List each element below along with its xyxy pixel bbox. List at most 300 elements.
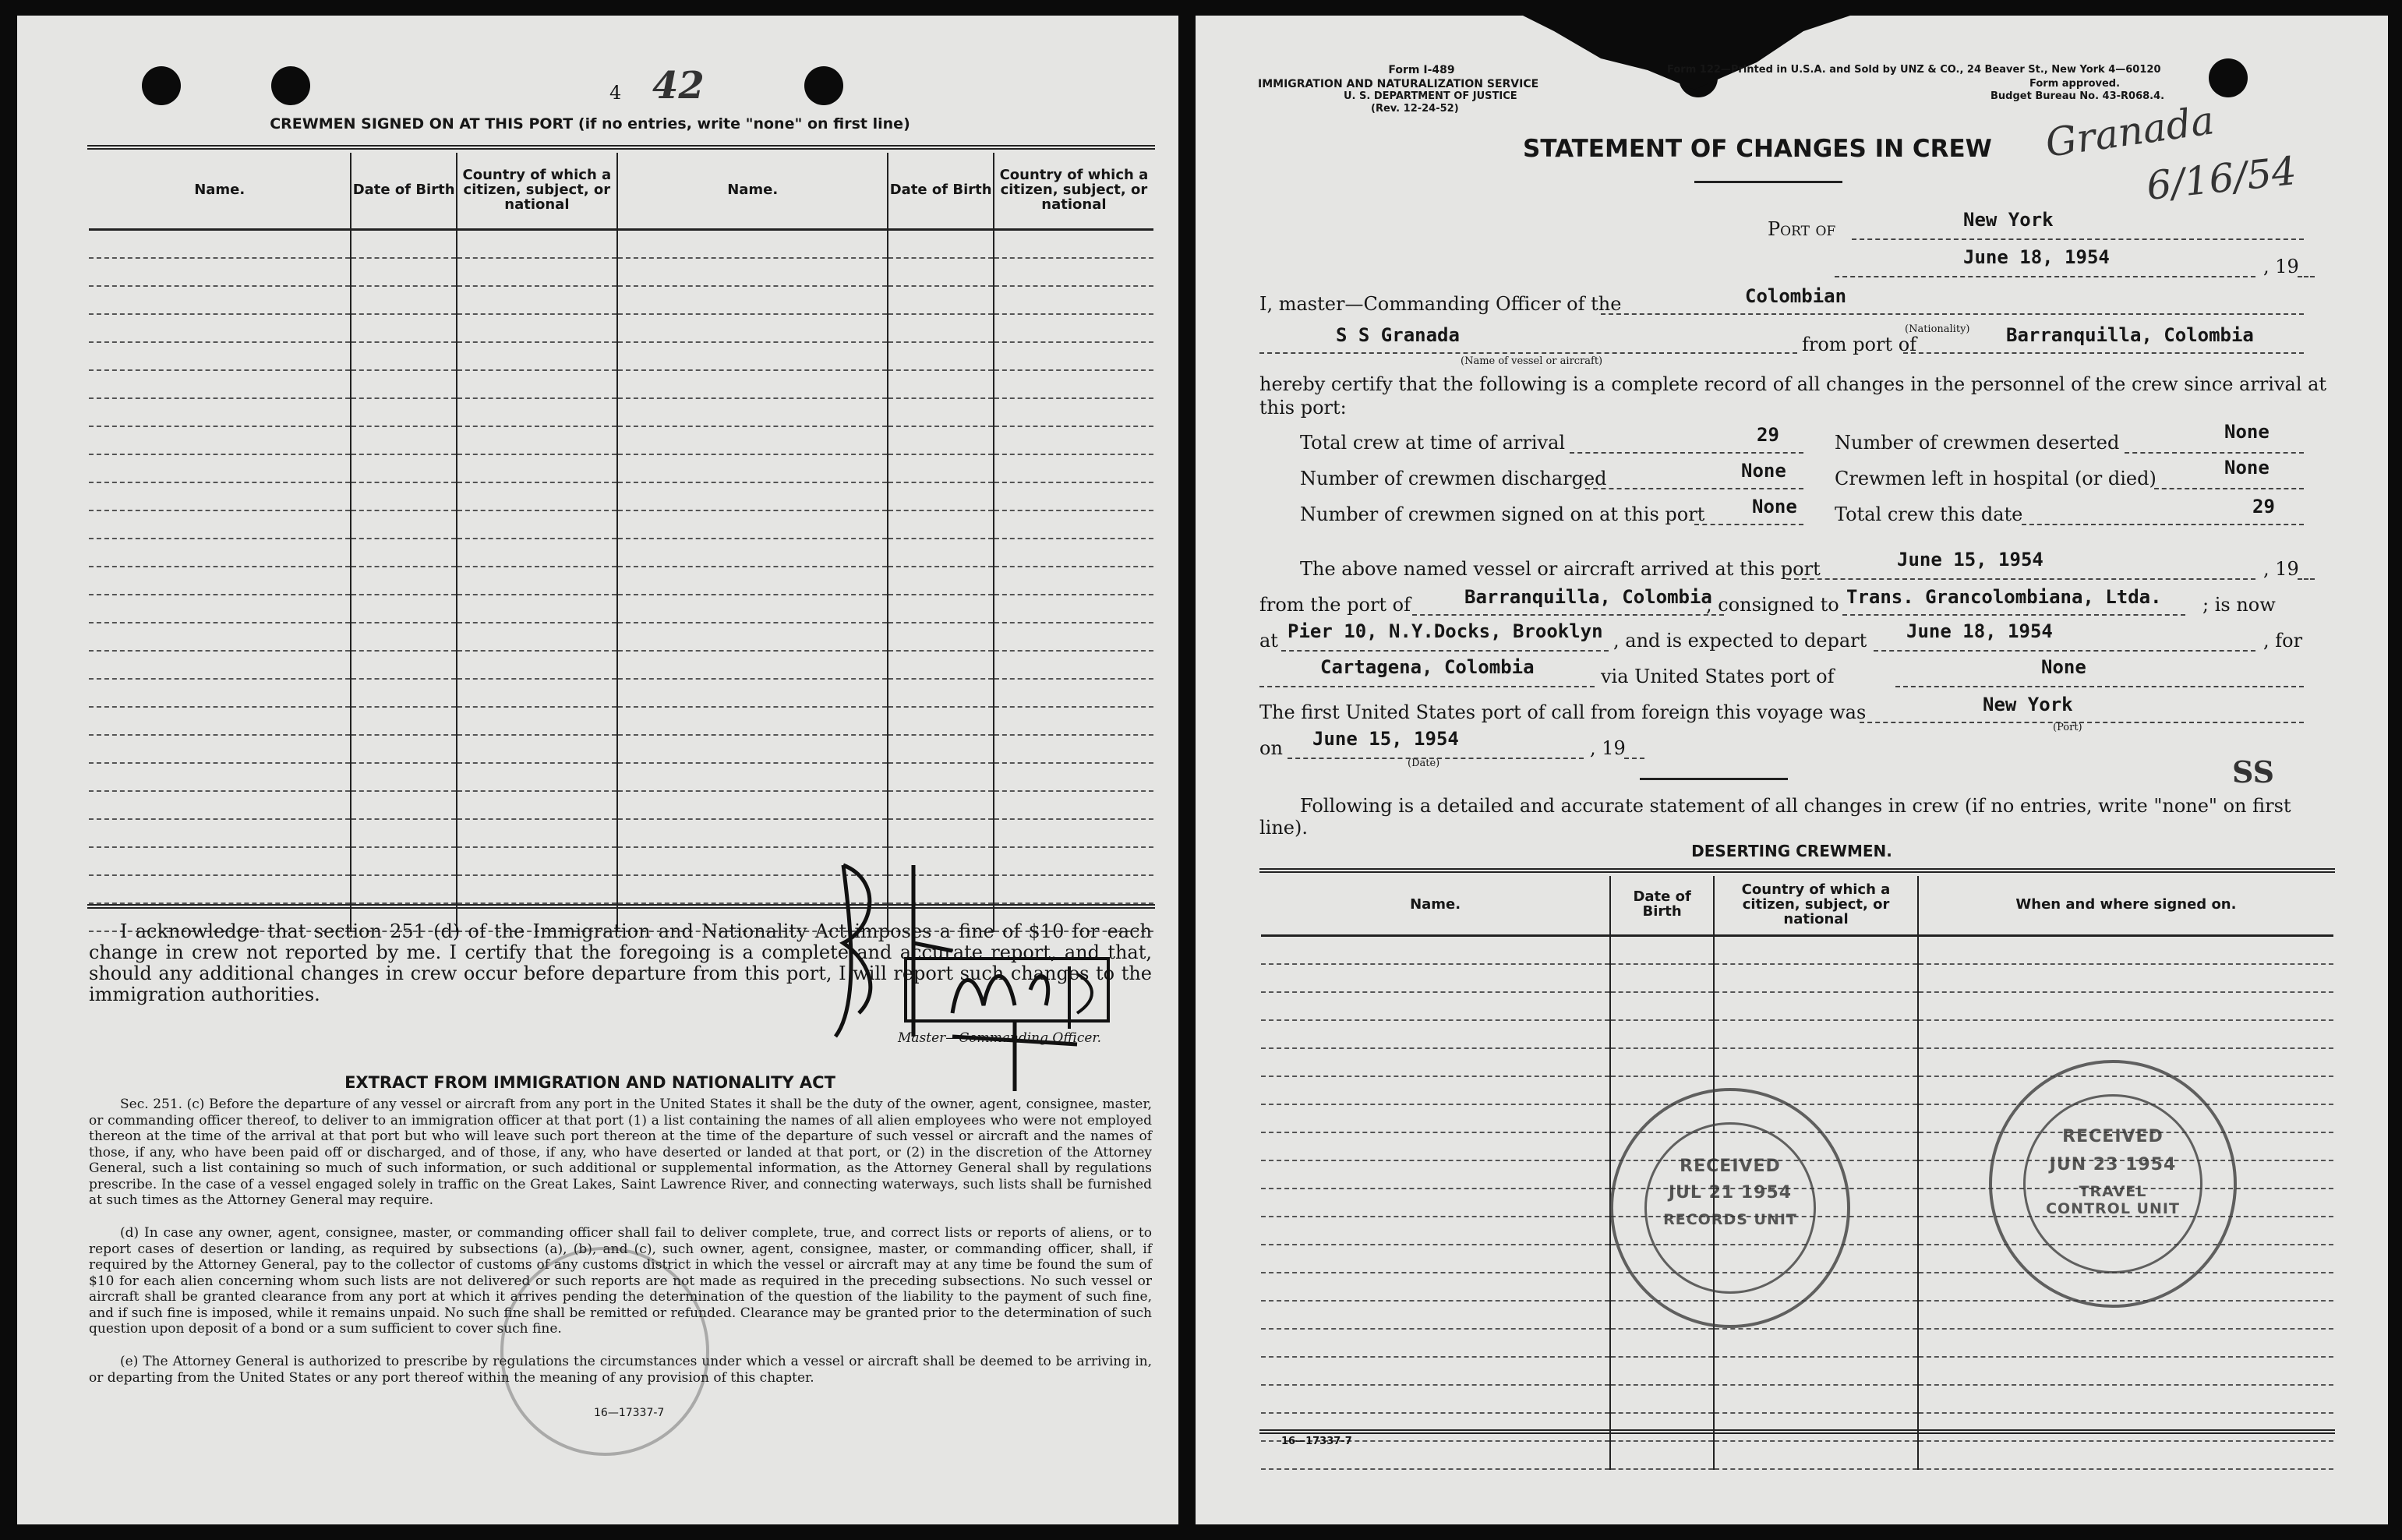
table-cell: [1918, 1385, 2333, 1413]
table-cell: [994, 595, 1153, 623]
print-code: 16—17337-7: [1281, 1436, 1352, 1447]
column-header: Date of Birth: [1610, 876, 1714, 935]
table-cell: [1918, 1441, 2333, 1469]
certify-text: hereby certify that the following is a complete record of all changes in the personnel of the crew since arrival at this port:: [1259, 373, 2327, 419]
vessel-value: S S Granada: [1336, 324, 1460, 346]
form-revision: (Rev. 12-24-52): [1371, 103, 1459, 115]
table-cell: [994, 314, 1153, 342]
table-cell: [351, 651, 456, 679]
table-cell: [1610, 1441, 1714, 1469]
table-cell: [351, 875, 456, 903]
column-header: Name.: [1410, 895, 1461, 913]
table-cell: [351, 623, 456, 651]
table-cell: [457, 875, 617, 903]
table-cell: [457, 229, 617, 258]
table-cell: [617, 679, 888, 707]
fill-line: [1624, 758, 1644, 759]
faint-stamp: [500, 1247, 709, 1456]
table-cell: [888, 342, 993, 370]
table-cell: [351, 314, 456, 342]
budget-bureau: Budget Bureau No. 43-R068.4.: [1990, 90, 2165, 102]
table-row: [89, 510, 1153, 539]
on-value: June 15, 1954: [1312, 728, 1459, 750]
table-cell: [617, 229, 888, 258]
table-cell: [457, 595, 617, 623]
table-row: [89, 398, 1153, 426]
deserted-value: None: [2224, 421, 2270, 443]
column-header: Country of which a citizen, subject, or national: [994, 153, 1153, 229]
table-cell: [457, 679, 617, 707]
total-date-label: Total crew this date: [1835, 503, 2023, 525]
at-label: at: [1259, 630, 1278, 652]
table-cell: [457, 819, 617, 847]
expected-label: , and is expected to depart: [1613, 630, 1867, 652]
table-cell: [457, 623, 617, 651]
table-cell: [457, 510, 617, 539]
table-row: [89, 679, 1153, 707]
table-cell: [1610, 1048, 1714, 1076]
table-cell: [351, 482, 456, 510]
table-cell: [617, 651, 888, 679]
table-cell: [1918, 1329, 2333, 1357]
deserting-title: DESERTING CREWMEN.: [1691, 842, 1892, 860]
year-label: , 19: [2263, 256, 2299, 277]
section-divider: [1640, 778, 1788, 780]
column-header: Name.: [194, 181, 245, 198]
table-cell: [617, 567, 888, 595]
table-row: [89, 735, 1153, 763]
table-cell: [1261, 1273, 1610, 1301]
table-cell: [888, 539, 993, 567]
table-cell: [89, 286, 351, 314]
fill-line: [1835, 276, 2255, 277]
title-underline: [1694, 181, 1842, 183]
table-cell: [1610, 964, 1714, 992]
table-cell: [994, 370, 1153, 398]
table-row: [1261, 1020, 2333, 1048]
table-cell: [1714, 964, 1918, 992]
table-cell: [89, 482, 351, 510]
table-cell: [888, 735, 993, 763]
table-cell: [457, 286, 617, 314]
table-cell: [351, 454, 456, 482]
table-cell: [351, 539, 456, 567]
table-cell: [994, 735, 1153, 763]
table-cell: [351, 286, 456, 314]
table-cell: [1918, 1357, 2333, 1385]
table-row: [89, 595, 1153, 623]
nationality-value: Colombian: [1745, 285, 1847, 307]
print-code: 16—17337-7: [594, 1407, 665, 1419]
table-row: [1261, 964, 2333, 992]
table-cell: [89, 791, 351, 819]
table-row: [1261, 1329, 2333, 1357]
table-cell: [617, 454, 888, 482]
department-name: U. S. DEPARTMENT OF JUSTICE: [1344, 90, 1517, 102]
table-cell: [994, 258, 1153, 286]
table-row: [1261, 1441, 2333, 1469]
fill-line: [1895, 686, 2304, 687]
left-page: [17, 16, 1178, 1524]
table-cell: [1261, 1160, 1610, 1189]
extract-paragraph: Sec. 251. (c) Before the departure of any vessel or aircraft from any port in the United States it shall be the duty of the owner, agent, consignee, master, or commanding officer thereof, to deliver to an immigration officer at that port (1) a list containing the names of all alien employees who were not employed thereon at the time of the arrival at that port but who will leave such port thereon at the time of the departure of such vessel or aircraft and the names of those, if any, who have been paid off or discharged, and of those, if any, who have deserted or landed at that port, or (2) in the discretion of the Attorney General, such a list containing so much of such information, or such additional or supplemental information, as the Attorney General shall by regulations prescribe. In the case of a vessel engaged solely in traffic on the Great Lakes, Saint Lawrence River, and connecting waterways, such lists shall be furnished at such times as the Attorney General may require.: [89, 1097, 1152, 1208]
table-cell: [89, 679, 351, 707]
table-cell: [457, 454, 617, 482]
extract-title: EXTRACT FROM IMMIGRATION AND NATIONALITY ACT: [344, 1073, 835, 1092]
table-cell: [89, 454, 351, 482]
stamp-bottom-text: TRAVEL CONTROL UNIT: [2046, 1183, 2180, 1217]
stamp-date: JUN 23 1954: [2049, 1155, 2177, 1174]
table-cell: [1261, 1104, 1610, 1132]
received-stamp-records-unit: [1610, 1088, 1850, 1328]
printer-note: Form 122—Printed in U.S.A. and Sold by UNZ & CO., 24 Beaver St., New York 4—60120: [1667, 64, 2161, 76]
date-caption: (Date): [1408, 758, 1440, 769]
table-cell: [888, 510, 993, 539]
for-label: , for: [2263, 630, 2303, 652]
table-row: [89, 454, 1153, 482]
table-cell: [89, 735, 351, 763]
fill-line: [1694, 524, 1803, 525]
table-cell: [351, 370, 456, 398]
table-cell: [457, 847, 617, 875]
received-stamp-travel-control: [1989, 1060, 2237, 1308]
table-cell: [617, 623, 888, 651]
table-cell: [457, 567, 617, 595]
table-cell: [1714, 1357, 1918, 1385]
fill-line: [1874, 650, 2255, 652]
table-cell: [888, 623, 993, 651]
table-cell: [1261, 1048, 1610, 1076]
table-cell: [1918, 1020, 2333, 1048]
table-row: [89, 623, 1153, 651]
table-cell: [457, 791, 617, 819]
arrival-from-port-value: Barranquilla, Colombia: [1464, 586, 1712, 608]
table-cell: [994, 623, 1153, 651]
punch-hole: [804, 66, 843, 105]
table-cell: [1261, 1357, 1610, 1385]
table-cell: [617, 595, 888, 623]
fill-line: [1585, 488, 1803, 489]
table-cell: [89, 370, 351, 398]
nationality-caption: (Nationality): [1905, 323, 1970, 335]
master-label: I, master—Commanding Officer of the: [1259, 293, 1622, 315]
table-top-rule: [87, 145, 1155, 150]
fill-line: [2298, 578, 2315, 580]
table-bottom-rule: [1259, 1429, 2335, 1434]
table-cell: [1261, 964, 1610, 992]
acknowledgment-text: I acknowledge that section 251 (d) of the Immigration and Nationality Act imposes a fine of $10 for each change in crew not reported by me. I certify that the foregoing is a complete and accurate report, and that, should any additional changes in crew occur before departure from this port, I will report such changes to the immigration authorities.: [89, 920, 1152, 1005]
table-cell: [1261, 1385, 1610, 1413]
punch-hole: [142, 66, 181, 105]
punch-hole: [2209, 58, 2248, 97]
fill-line: [1259, 352, 1797, 354]
form-number: Form I-489: [1388, 64, 1455, 76]
table-cell: [888, 651, 993, 679]
table-cell: [1714, 935, 1918, 964]
table-cell: [351, 258, 456, 286]
table-cell: [89, 258, 351, 286]
table-cell: [888, 791, 993, 819]
table-cell: [994, 763, 1153, 791]
table-cell: [994, 426, 1153, 454]
table-cell: [888, 454, 993, 482]
arrival-from-port-label: from the port of: [1259, 594, 1411, 616]
table-cell: [457, 398, 617, 426]
table-cell: [351, 679, 456, 707]
fill-line: [2022, 524, 2304, 525]
column-header: Date of Birth: [351, 153, 456, 229]
right-page: [1196, 16, 2388, 1524]
table-cell: [457, 258, 617, 286]
table-row: [89, 567, 1153, 595]
fill-line: [1786, 578, 2255, 580]
from-port-label: from port of: [1802, 334, 1917, 355]
table-cell: [617, 258, 888, 286]
table-cell: [457, 707, 617, 735]
table-cell: [457, 314, 617, 342]
discharged-label: Number of crewmen discharged: [1300, 468, 1607, 489]
table-cell: [1714, 1385, 1918, 1413]
table-cell: [888, 229, 993, 258]
expected-value: June 18, 1954: [1906, 620, 2053, 642]
table-cell: [994, 398, 1153, 426]
table-cell: [1261, 1076, 1610, 1104]
torn-corner: [1523, 16, 1850, 101]
table-cell: [89, 875, 351, 903]
table-cell: [89, 229, 351, 258]
table-cell: [1610, 1413, 1714, 1441]
via-value: None: [2041, 656, 2086, 678]
table-cell: [457, 651, 617, 679]
table-row: [1261, 1385, 2333, 1413]
table-cell: [994, 286, 1153, 314]
table-cell: [1918, 935, 2333, 964]
table-cell: [888, 482, 993, 510]
table-cell: [457, 342, 617, 370]
table-cell: [89, 707, 351, 735]
table-cell: [994, 342, 1153, 370]
table-cell: [89, 763, 351, 791]
year-label: , 19: [2263, 558, 2299, 580]
table-cell: [888, 763, 993, 791]
on-year-label: , 19: [1590, 737, 1626, 759]
table-row: [89, 707, 1153, 735]
table-cell: [617, 763, 888, 791]
table-cell: [457, 426, 617, 454]
table-cell: [89, 342, 351, 370]
table-cell: [89, 651, 351, 679]
table-cell: [888, 567, 993, 595]
column-header: When and where signed on.: [1918, 876, 2333, 935]
consigned-label: , consigned to: [1706, 594, 1839, 616]
table-cell: [351, 229, 456, 258]
table-cell: [1261, 935, 1610, 964]
table-cell: [1261, 1329, 1610, 1357]
table-row: [89, 342, 1153, 370]
table-cell: [994, 539, 1153, 567]
from-port-value: Barranquilla, Colombia: [2006, 324, 2254, 346]
table-cell: [994, 567, 1153, 595]
form-approved: Form approved.: [2029, 78, 2121, 90]
table-cell: [617, 426, 888, 454]
table-top-rule: [1259, 868, 2335, 873]
stamp-date: JUL 21 1954: [1668, 1183, 1793, 1203]
fill-line: [1259, 686, 1595, 687]
table-cell: [888, 679, 993, 707]
extract-paragraph: (d) In case any owner, agent, consignee, master, or commanding officer shall fail to deliver complete, true, and correct lists or reports of aliens, or to report cases of desertion or landing, as required by subsections (a), (b), and (c), such owner, agent, consignee, master, or commanding officer, shall, if required by the Attorney General, pay to the collector of customs of any customs district in which the vessel or aircraft may at any time be found the sum of $10 for each alien concerning whom such lists are not delivered or such reports are not made as required in the preceding subsections. No such vessel or aircraft shall be granted clearance from any port at which it arrives pending the determination of the question of the liability to the payment of such fine, and if such fine is imposed, while it remains unpaid. No such fine shall be remitted or refunded. Clearance may be granted prior to the determination of such question upon deposit of a bond or a sum sufficient to cover such fine.: [89, 1225, 1152, 1337]
table-cell: [1714, 1413, 1918, 1441]
total-arrival-label: Total crew at time of arrival: [1300, 432, 1566, 454]
table-cell: [617, 370, 888, 398]
table-cell: [1714, 1048, 1918, 1076]
table-row: [89, 539, 1153, 567]
stamp-top-text: RECEIVED: [1680, 1157, 1781, 1176]
table-cell: [994, 707, 1153, 735]
signed-on-label: Number of crewmen signed on at this port: [1300, 503, 1705, 525]
table-row: [89, 286, 1153, 314]
table-cell: [994, 651, 1153, 679]
table-cell: [888, 370, 993, 398]
table-row: [89, 258, 1153, 286]
table-cell: [888, 286, 993, 314]
table-row: [89, 314, 1153, 342]
table-cell: [1714, 1441, 1918, 1469]
discharged-value: None: [1741, 460, 1786, 482]
table-cell: [1261, 1189, 1610, 1217]
arrived-value: June 15, 1954: [1897, 549, 2043, 570]
table-cell: [1610, 1385, 1714, 1413]
table-row: [89, 482, 1153, 510]
column-header: Country of which a citizen, subject, or national: [1714, 876, 1918, 935]
fill-line: [1852, 238, 2304, 240]
table-cell: [89, 623, 351, 651]
first-port-label: The first United States port of call from foreign this voyage was: [1259, 701, 1867, 723]
fill-line: [1601, 313, 2304, 315]
fill-line: [1412, 614, 1724, 616]
table-cell: [1610, 992, 1714, 1020]
column-header: Name.: [617, 153, 888, 229]
table-cell: [617, 707, 888, 735]
table-cell: [617, 342, 888, 370]
table-cell: [89, 819, 351, 847]
table-cell: [888, 426, 993, 454]
table-cell: [351, 342, 456, 370]
hospital-label: Crewmen left in hospital (or died): [1835, 468, 2157, 489]
fill-line: [1903, 352, 2304, 354]
fill-line: [2298, 276, 2315, 277]
table-cell: [457, 370, 617, 398]
table-cell: [1261, 1132, 1610, 1160]
table-cell: [351, 763, 456, 791]
is-now-label: ; is now: [2202, 594, 2276, 616]
table-cell: [1261, 1217, 1610, 1245]
port-caption: (Port): [2053, 722, 2082, 733]
page-number: 4: [609, 82, 622, 104]
arrived-label: The above named vessel or aircraft arrived at this port: [1300, 558, 1821, 580]
extract-paragraph: (e) The Attorney General is authorized to prescribe by regulations the circumstances under which a vessel or aircraft shall be deemed to be arriving in, or departing from the United States or any port thereof within the meaning of any provision of this chapter.: [89, 1354, 1152, 1386]
table-cell: [351, 567, 456, 595]
table-row: [89, 426, 1153, 454]
table-cell: [1610, 935, 1714, 964]
on-label: on: [1259, 737, 1283, 759]
table-cell: [617, 398, 888, 426]
table-cell: [1261, 992, 1610, 1020]
table-cell: [617, 286, 888, 314]
vessel-caption: (Name of vessel or aircraft): [1461, 355, 1603, 367]
table-cell: [89, 426, 351, 454]
stamp-top-text: RECEIVED: [2062, 1127, 2164, 1146]
table-cell: [351, 595, 456, 623]
table-cell: [1918, 1413, 2333, 1441]
total-arrival-value: 29: [1757, 424, 1779, 446]
handwritten-ss: SS: [2232, 754, 2275, 789]
following-text: Following is a detailed and accurate statement of all changes in crew (if no entries, write "none" on first line).: [1259, 795, 2291, 839]
table-cell: [89, 510, 351, 539]
table-cell: [888, 595, 993, 623]
table-cell: [888, 707, 993, 735]
table-cell: [617, 482, 888, 510]
table-cell: [1610, 1357, 1714, 1385]
first-port-value: New York: [1983, 694, 2073, 715]
signature-caption: Master—Commanding Officer.: [898, 1030, 1102, 1046]
fill-line: [1281, 650, 1609, 652]
column-header: Country of which a citizen, subject, or national: [457, 153, 617, 229]
table-cell: [89, 539, 351, 567]
table-cell: [617, 510, 888, 539]
table-row: [1261, 935, 2333, 964]
table-cell: [89, 398, 351, 426]
port-value: New York: [1963, 209, 2054, 231]
table-cell: [1261, 1245, 1610, 1273]
table-cell: [89, 314, 351, 342]
table-cell: [617, 314, 888, 342]
table-cell: [1610, 1329, 1714, 1357]
table-row: [89, 763, 1153, 791]
table-cell: [617, 735, 888, 763]
table-cell: [617, 539, 888, 567]
table-cell: [457, 735, 617, 763]
total-date-value: 29: [2252, 496, 2275, 517]
hospital-value: None: [2224, 457, 2270, 479]
table-cell: [351, 426, 456, 454]
agency-name: IMMIGRATION AND NATURALIZATION SERVICE: [1258, 78, 1539, 90]
table-cell: [351, 398, 456, 426]
date-value: June 18, 1954: [1963, 246, 2110, 268]
table-cell: [994, 791, 1153, 819]
form-title: STATEMENT OF CHANGES IN CREW: [1523, 135, 1992, 163]
handwritten-vessel-note: Granada: [2043, 97, 2217, 166]
table-cell: [1261, 1301, 1610, 1329]
table-row: [1261, 1357, 2333, 1385]
crewmen-signed-on-table: [89, 153, 1153, 932]
table-row: [1261, 992, 2333, 1020]
table-cell: [1918, 992, 2333, 1020]
table-row: [89, 229, 1153, 258]
table-cell: [994, 679, 1153, 707]
handwritten-date-note: 6/16/54: [2144, 148, 2299, 209]
table-cell: [1918, 964, 2333, 992]
table-row: [1261, 1413, 2333, 1441]
table-cell: [351, 707, 456, 735]
table-cell: [351, 735, 456, 763]
table-cell: [89, 595, 351, 623]
signed-on-value: None: [1752, 496, 1797, 517]
table-cell: [1610, 1020, 1714, 1048]
table-cell: [1261, 1020, 1610, 1048]
table-cell: [351, 819, 456, 847]
table-row: [1261, 1048, 2333, 1076]
consigned-value: Trans. Grancolombiana, Ltda.: [1846, 586, 2162, 608]
